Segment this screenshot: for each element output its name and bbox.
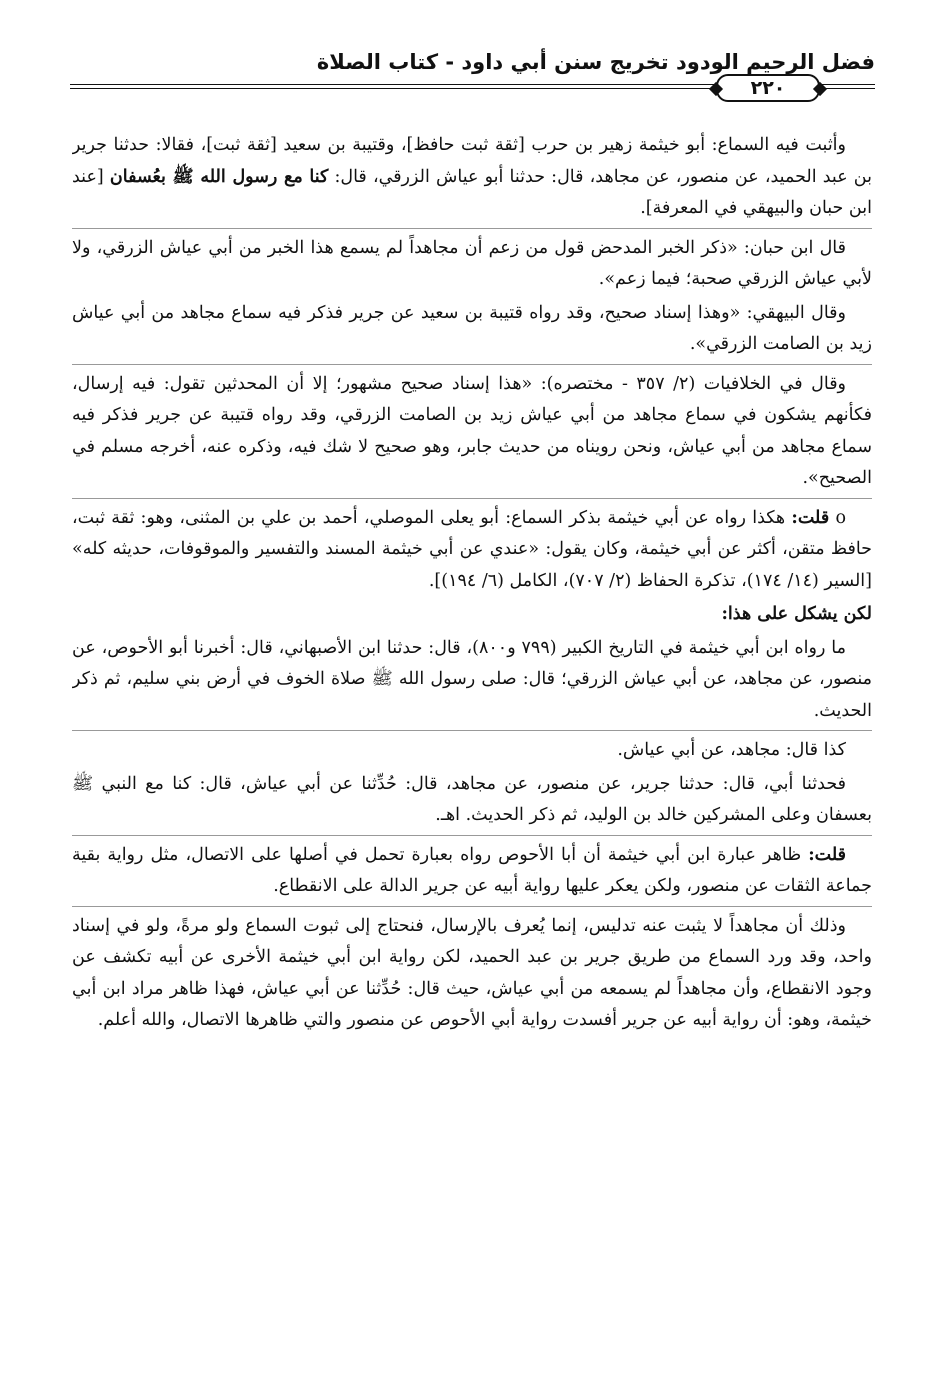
text-run: وقال في الخلافيات (٢/ ٣٥٧ - مختصره): «هذا إسناد صحيح مشهور؛ إلا أن المحدثين تقول: فيه إرسال، فكأنهم يشكون في سماع مجاهد من أبي عياش زيد بن الصامت الزرقي، وقد رواه قتيبة عن جرير فذكر فيه سماع مجاهد من أبي عياش، ونحن رويناه من حديث جابر، وهو صحيح لا شك فيه، وذكره عنه، أخرجه مسلم في الصحيح». xyxy=(72,373,872,488)
text-run: وأثبت فيه السماع: أبو خيثمة زهير بن حرب [ثقة ثبت حافظ]، وقتيبة بن سعيد [ثقة ثبت]، فقالا: حدثنا جرير بن عبد الحميد، عن منصور، عن مجاهد، قال: حدثنا أبو عياش الزرقي، قال: xyxy=(72,135,872,187)
paragraph xyxy=(72,503,872,598)
paragraph xyxy=(72,233,872,296)
text-run: فحدثنا أبي، قال: حدثنا جرير، عن منصور، عن مجاهد، قال: حُدِّثنا عن أبي عياش، قال: كنا مع النبي ﷺ بعسفان وعلى المشركين خالد بن الوليد، ثم ذكر الحديث. اهـ. xyxy=(72,773,872,825)
paragraph-divider xyxy=(72,906,872,907)
paragraph-divider xyxy=(72,228,872,229)
paragraph xyxy=(72,911,872,1037)
text-run: [عند ابن حبان والبيهقي في المعرفة]. xyxy=(72,166,872,218)
paragraph xyxy=(72,298,872,361)
text-run: وذلك أن مجاهداً لا يثبت عنه تدليس، إنما يُعرف بالإرسال، فنحتاج إلى ثبوت السماع ولو مرةً، ولو في إسناد واحد، وقد ورد السماع من طريق جرير بن عبد الحميد، لكن رواية ابن أبي خيثمة الأخرى عن أبيه تكشف عن وجود الانقطاع، وأن مجاهداً لم يسمعه من أبي عياش، حيث قال: حُدِّثنا عن أبي عياش، فهذا ظاهر مراد ابن أبي خيثمة، وهو: أن رواية أبيه عن جرير أفسدت رواية أبي الأحوص عن منصور والتي ظاهرها الاتصال، والله أعلم. xyxy=(72,915,872,1030)
text-run: ما رواه ابن أبي خيثمة في التاريخ الكبير (٧٩٩ و٨٠٠)، قال: حدثنا ابن الأصبهاني، قال: أخبرنا أبو الأحوص، عن منصور، عن مجاهد، عن أبي عياش الزرقي؛ قال: صلى رسول الله ﷺ صلاة الخوف في أرض بني سليم، ثم ذكر الحديث. xyxy=(72,637,872,721)
text-run: وقال البيهقي: «وهذا إسناد صحيح، وقد رواه قتيبة بن سعيد عن جرير فذكر فيه سماع مجاهد من أبي عياش زيد بن الصامت الزرقي». xyxy=(72,302,872,354)
paragraph xyxy=(72,369,872,495)
paragraph-divider xyxy=(72,730,872,731)
bold-text: لكن يشكل على هذا: xyxy=(721,604,872,624)
paragraph xyxy=(72,130,872,225)
text-run: كذا قال: مجاهد، عن أبي عياش. xyxy=(617,740,846,760)
page-number: ٢٢٠ xyxy=(716,74,820,102)
paragraph-divider xyxy=(72,364,872,365)
bold-text: قلت: xyxy=(791,507,830,528)
paragraph xyxy=(72,769,872,832)
paragraph-divider xyxy=(72,498,872,499)
text-run: ظاهر عبارة ابن أبي خيثمة أن أبا الأحوص رواه بعبارة تحمل في أصلها على الاتصال، مثل رواية بقية جماعة الثقات عن منصور، ولكن يعكر عليها رواية أبيه عن جرير الدالة على الانقطاع. xyxy=(72,844,872,896)
text-run: قال ابن حبان: «ذكر الخبر المدحض قول من زعم أن مجاهداً لم يسمع هذا الخبر من أبي عياش الزرقي، ولا لأبي عياش الزرقي صحبة؛ فيما زعم». xyxy=(72,237,872,289)
paragraph xyxy=(72,735,872,767)
paragraph xyxy=(72,633,872,728)
paragraph-divider xyxy=(72,835,872,836)
text-run: هكذا رواه عن أبي خيثمة بذكر السماع: أبو يعلى الموصلي، أحمد بن علي بن المثنى، وهو: ثقة ثبت، حافظ متقن، أكثر عن أبي خيثمة، وكان يقول: «عندي عن أبي خيثمة المسند والتفسير والموقوفات، حديثه كله» [السير (١٤/ ١٧٤)، تذكرة الحفاظ (٢/ ٧٠٧)، الكامل (٦/ ١٩٤)]. xyxy=(72,507,872,591)
bold-text: كنا مع رسول الله ﷺ بعُسفان xyxy=(109,166,329,187)
paragraph xyxy=(72,840,872,903)
running-title: فضل الرحيم الودود تخريج سنن أبي داود - كتاب الصلاة xyxy=(316,50,875,74)
page-header xyxy=(70,50,875,110)
paragraph xyxy=(72,599,872,631)
bold-text: قلت: xyxy=(808,844,846,865)
page-body xyxy=(72,130,872,1365)
text-run: o xyxy=(829,507,846,528)
